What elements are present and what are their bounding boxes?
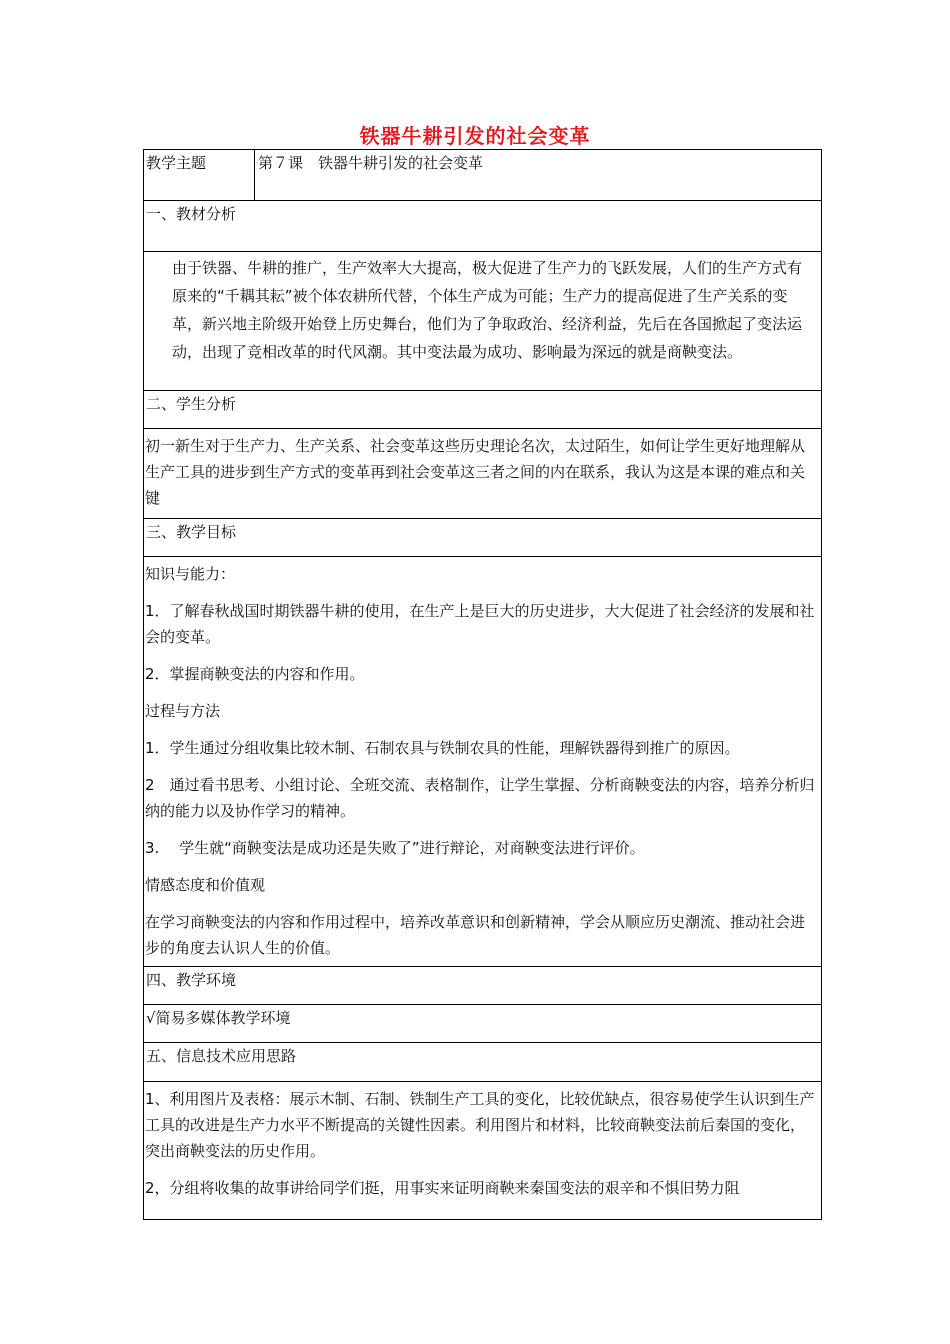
section-2-heading: 二、学生分析 <box>146 395 237 413</box>
document-title: 铁器牛耕引发的社会变革 <box>359 124 591 148</box>
section-1-heading: 一、教材分析 <box>146 205 237 223</box>
section-2-text: 初一新生对于生产力、生产关系、社会变革这些历史理论名次，太过陌生，如何让学生更好地理解从生产工具的进步到生产方式的变革再到社会变革这三者之间的内在联系，我认为这是本课的难点和关键 <box>145 437 806 507</box>
topic-label: 教学主题 <box>144 150 255 200</box>
goal-item: 3. 学生就“商鞅变法是成功还是失败了”进行辩论，对商鞅变法进行评价。 <box>145 839 645 857</box>
section-4-text: √简易多媒体教学环境 <box>146 1009 291 1027</box>
section-1-heading-row <box>143 200 822 251</box>
goal-item: 1．学生通过分组收集比较木制、石制农具与铁制农具的性能，理解铁器得到推广的原因。 <box>145 739 740 757</box>
section-3-goals <box>144 557 821 974</box>
section-3-heading: 三、教学目标 <box>146 523 237 541</box>
goal-knowledge-heading: 知识与能力： <box>145 565 236 583</box>
goal-item: 2 通过看书思考、小组讨论、全班交流、表格制作，让学生掌握、分析商鞅变法的内容，培养分析归纳的能力以及协作学习的精神。 <box>145 776 815 820</box>
goal-item: 2．掌握商鞅变法的内容和作用。 <box>145 665 365 683</box>
section-5-heading-row <box>143 1042 822 1081</box>
section-5-body-row <box>143 1081 822 1220</box>
goal-values-heading: 情感态度和价值观 <box>145 876 266 894</box>
section-5-ideas <box>144 1082 821 1216</box>
section-3-heading-row <box>143 518 822 556</box>
topic-value: 第７课 铁器牛耕引发的社会变革 <box>258 154 484 172</box>
goal-process-heading: 过程与方法 <box>145 702 221 720</box>
section-1-body-row <box>143 251 822 390</box>
section-3-body-row <box>143 556 822 966</box>
section-1-text: 由于铁器、牛耕的推广，生产效率大大提高，极大促进了生产力的飞跃发展，人们的生产方式有原来的“千耦其耘”被个体农耕所代替，个体生产成为可能；生产力的提高促进了生产关系的变革，新兴地主阶级开始登上历史舞台，他们为了争取政治、经济利益，先后在各国掀起了变法运动，出现了竞相改革的时代风潮。其中变法最为成功、影响最为深远的就是商鞅变法。 <box>172 259 803 361</box>
section-4-heading: 四、教学环境 <box>146 971 237 989</box>
section-4-body-row <box>143 1004 822 1042</box>
goal-item: 在学习商鞅变法的内容和作用过程中，培养改革意识和创新精神，学会从顺应历史潮流、推动社会进步的角度去认识人生的价值。 <box>145 913 806 957</box>
lesson-plan-table <box>143 149 822 1220</box>
idea-item: 1、利用图片及表格：展示木制、石制、铁制生产工具的变化，比较优缺点，很容易使学生认识到生产工具的改进是生产力水平不断提高的关键性因素。利用图片和材料，比较商鞅变法前后秦国的变化，突出商鞅变法的历史作用。 <box>145 1090 815 1160</box>
section-5-heading: 五、信息技术应用思路 <box>146 1047 297 1065</box>
topic-row <box>143 149 822 200</box>
section-4-heading-row <box>143 966 822 1004</box>
idea-item: 2，分组将收集的故事讲给同学们挺，用事实来证明商鞅来秦国变法的艰辛和不惧旧势力阻 <box>145 1179 740 1197</box>
goal-item: 1．了解春秋战国时期铁器牛耕的使用，在生产上是巨大的历史进步，大大促进了社会经济的发展和社会的变革。 <box>145 602 815 646</box>
section-2-heading-row <box>143 390 822 428</box>
section-2-body-row <box>143 428 822 518</box>
